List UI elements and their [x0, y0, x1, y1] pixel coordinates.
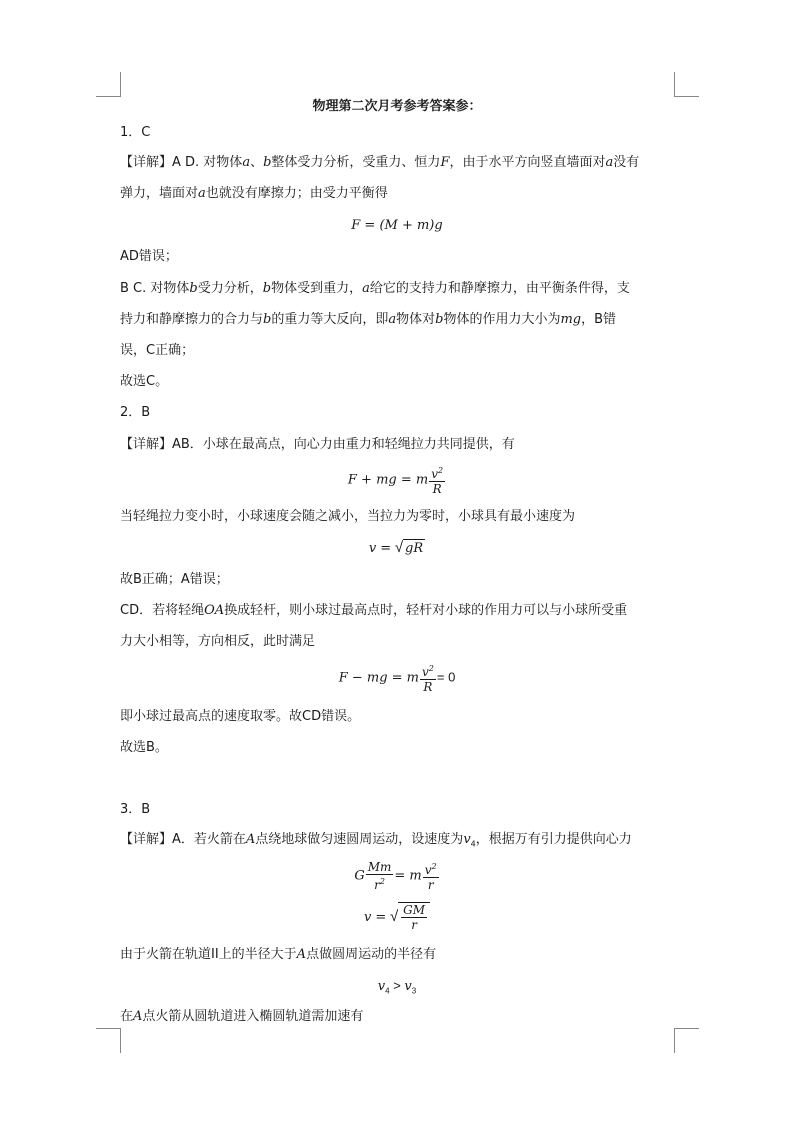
crop-mark-top-left [96, 72, 121, 97]
q1-line-7: 故选C。 [120, 374, 169, 389]
q1-line-2: 弹力，墙面对a也就没有摩擦力；由受力平衡得 [120, 186, 388, 201]
q2-line-5: 力大小相等，方向相反，此时满足 [120, 634, 316, 649]
q2-equation-2: v = √ gR [368, 539, 424, 556]
q2-equation-1: F + mg = m $\frac{v^2}{R}$ [347, 466, 444, 496]
q2-line-2: 当轻绳拉力变小时，小球速度会随之减小，当拉力为零时，小球具有最小速度为 [120, 509, 576, 524]
q2-number: 2．B [120, 405, 151, 420]
page-title: 物理第二次月考参考答案参： [312, 99, 482, 114]
q1-line-5: 持力和静摩擦力的合力与b的重力等大反向，即a物体对b物体的作用力大小为mg，B错 [120, 312, 617, 327]
q1-number: 1．C [120, 125, 151, 140]
q3-line-3: 在A点火箭从圆轨道进入椭圆轨道需加速有 [120, 1009, 364, 1024]
q1-line-1: 【详解】A D. 对物体a、b整体受力分析，受重力、恒力F，由于水平方向竖直墙面对a没有 [120, 155, 640, 170]
q1-line-6: 误，C正确； [120, 343, 195, 358]
q2-line-4: CD．若将轻绳OA换成轻杆，则小球过最高点时，轻杆对小球的作用力可以与小球所受重 [120, 603, 628, 618]
q2-equation-3: F − mg = m $\frac{v^2}{R}$ = 0 [338, 664, 456, 694]
q1-line-4: B C. 对物体b受力分析，b物体受到重力，a给它的支持力和静摩擦力，由平衡条件得，支 [120, 281, 630, 296]
q3-equation-1: G $\frac{Mm}{r^2}$ = m $\frac{v^2}{r}$ [354, 860, 437, 892]
crop-mark-bottom-left [96, 1028, 121, 1053]
q2-line-7: 故选B。 [120, 740, 168, 755]
q2-line-6: 即小球过最高点的速度取零。故CD错误。 [120, 709, 361, 724]
crop-mark-top-right [674, 72, 699, 97]
q1-line-3: AD错误； [120, 249, 178, 264]
q3-line-1: 【详解】A．若火箭在A点绕地球做匀速圆周运动，设速度为$v_4$，根据万有引力提供向心力 [120, 832, 632, 849]
q3-line-2: 由于火箭在轨道II上的半径大于A点做圆周运动的半径有 [120, 947, 437, 962]
q3-number: 3．B [120, 802, 151, 817]
q2-line-3: 故B正确；A错误； [120, 572, 229, 587]
crop-mark-bottom-right [674, 1028, 699, 1053]
q2-line-1: 【详解】AB．小球在最高点，向心力由重力和轻绳拉力共同提供，有 [120, 437, 515, 452]
q1-equation-1: F = (M + m)g [351, 218, 443, 233]
q3-equation-2: v = √ $\frac{GM}{r}$ [120, 902, 674, 932]
q3-equation-3: $v_4 > v_3$ [377, 978, 417, 996]
